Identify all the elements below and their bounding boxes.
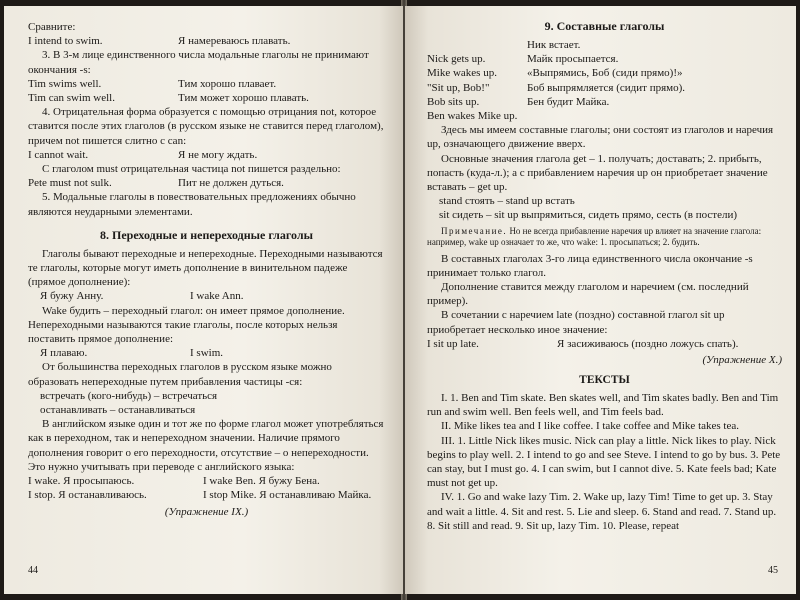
example-row	[28, 34, 385, 48]
example-a: I stop. Я останавливаюсь.	[28, 489, 147, 502]
example-ru: Я не могу ждать.	[178, 148, 258, 161]
example-line: sit сидеть – sit up выпрямиться, сидеть прямо, сесть (в постели)	[439, 209, 737, 222]
text-block: III. 1. Little Nick likes music. Nick can play a little. Nick likes to play. Nick begins to play well. 2. I intend to go and see Steve. I intend to go by bus. 3. Pete can stay, but I must go. 4. I can swim, but I cannot dive. 5. Kate feels bad; Kate must not get up.	[427, 434, 781, 490]
example-ru: «Выпрямись, Боб (сиди прямо)!»	[527, 67, 683, 80]
example-en	[427, 38, 527, 52]
paragraph-3: 3. В 3-м лице единственного числа модальные глаголы не принимают окончания -s:	[28, 49, 369, 76]
paragraph-8c: От большинства переходных глаголов в русском языке можно образовать непереходные путем прибавления частицы -ся:	[28, 361, 332, 388]
example-line: stand стоять – stand up встать	[439, 195, 575, 208]
paragraph-9e: В сочетании с наречием late (поздно) составной глагол sit up приобретает несколько иное значение:	[427, 309, 725, 336]
example-row	[427, 337, 782, 351]
example-en: I swim.	[190, 347, 223, 360]
example-en: I sit up late.	[427, 337, 479, 350]
example-row	[28, 176, 385, 190]
texts-heading: ТЕКСТЫ	[579, 374, 630, 387]
paragraph-8d: В английском языке один и тот же по форме глагол может употребляться как в переходном, так и непереходном значении. Наличие прямого дополнения говорит о его переходности, отсутствие – о непереходности. Это нужно учитывать при переводе с английского языка:	[28, 418, 384, 473]
example-ru: Пит не должен дуться.	[178, 177, 284, 190]
example-b: I wake Ben. Я бужу Бена.	[203, 475, 320, 488]
example-row	[28, 474, 385, 488]
example-row	[28, 91, 385, 105]
example-en: Mike wakes up.	[427, 67, 497, 80]
compare-intro: Сравните:	[28, 21, 76, 33]
example-ru: Бен будит Майка.	[527, 95, 610, 108]
example-row	[28, 488, 385, 502]
example-row	[427, 81, 782, 95]
exercise-reference: (Упражнение IX.)	[164, 505, 249, 518]
paragraph-9b: Основные значения глагола get – 1. получать; доставать; 2. прибыть, попасть (куда-л.); а с прибавлением наречия up он приобретает значение вставать – get up.	[427, 152, 768, 194]
section-heading-8: 8. Переходные и непереходные глаголы	[100, 227, 313, 242]
example-row	[427, 95, 782, 109]
example-en: Nick gets up.	[427, 53, 486, 66]
example-row	[427, 52, 782, 66]
section-heading-9: 9. Составные глаголы	[544, 19, 665, 33]
example-ru: Я засиживаюсь (поздно ложусь спать).	[557, 337, 739, 350]
example-ru: Тим может хорошо плавать.	[178, 92, 309, 105]
example-row	[28, 346, 385, 360]
paragraph-5: 5. Модальные глаголы в повествовательных предложениях обычно являются неударными элементами.	[28, 191, 356, 218]
paragraph-4b: С глаголом must отрицательная частица not пишется раздельно:	[42, 163, 341, 176]
example-ru: Майк просыпается.	[527, 53, 619, 66]
paragraph-9a: Здесь мы имеем составные глаголы; они состоят из глаголов и наречия up, означающего движение вверх.	[427, 124, 774, 151]
example-en: Tim can swim well.	[28, 92, 115, 105]
example-ru: Я бужу Анну.	[40, 290, 104, 303]
example-en: "Sit up, Bob!"	[427, 81, 490, 94]
example-line: встречать (кого-нибудь) – встречаться	[40, 389, 218, 402]
paragraph-4: 4. Отрицательная форма образуется с помощью отрицания not, которое ставится после этих глаголов (в русском языке не ставится перед глаголом), причем not пишется слитно с can:	[28, 106, 384, 147]
example-ru	[567, 109, 782, 123]
right-page	[405, 6, 796, 594]
paragraph-9c: В составных глаголах 3-го лица единственного числа окончание -s принимает только глагол.	[427, 252, 753, 279]
example-ru: Тим хорошо плавает.	[178, 77, 277, 90]
example-row	[28, 148, 385, 162]
note	[427, 226, 782, 249]
example-row	[427, 66, 782, 80]
example-en: I wake Ann.	[190, 290, 244, 303]
example-a: I wake. Я просыпаюсь.	[28, 475, 135, 488]
exercise-reference: (Упражнение X.)	[702, 354, 782, 367]
example-en: I cannot wait.	[28, 148, 89, 161]
example-b: I stop Mike. Я останавливаю Майка.	[203, 489, 372, 502]
example-en: Ben wakes Mike up.	[427, 110, 518, 123]
paragraph-8b: Wake будить – переходный глагол: он имеет прямое дополнение. Непереходными называются такие глаголы, после которых нельзя поставить прямое дополнение:	[28, 304, 345, 346]
example-en: I intend to swim.	[28, 35, 103, 48]
example-ru: Я плаваю.	[40, 347, 88, 360]
example-row	[427, 38, 782, 52]
left-page	[4, 6, 403, 594]
paragraph-8a: Глаголы бывают переходные и непереходные. Переходными называются те глаголы, которые могут иметь дополнение в винительном падеже (прямое дополнение):	[28, 247, 383, 289]
text-block: I. 1. Ben and Tim skate. Ben skates well, and Tim skates badly. Ben and Tim run and swim well. Ben feels well, and Tim feels bad.	[427, 392, 779, 419]
note-text: Но не всегда прибавление наречия up влияет на значение глагола: например, wake up означает то же, что wake: 1. просыпаться; 2. будить.	[427, 225, 762, 248]
example-line: останавливать – останавливаться	[40, 404, 196, 417]
example-row	[427, 109, 782, 123]
example-ru: Ник встает.	[527, 39, 581, 51]
text-block: II. Mike likes tea and I like coffee. I take coffee and Mike takes tea.	[441, 420, 739, 433]
text-block: IV. 1. Go and wake lazy Tim. 2. Wake up, lazy Tim! Time to get up. 3. Stay and wait a little. 4. Sit and rest. 5. Lie and sleep. 6. Stand and read. 7. Stand up. 8. Sit still and read. 9. Sit up, lazy Tim. 10. Please, repeat	[427, 491, 777, 532]
example-en: Tim swims well.	[28, 77, 102, 90]
page-number: 45	[768, 565, 778, 576]
example-row	[28, 77, 385, 91]
example-en: Pete must not sulk.	[28, 177, 112, 190]
note-label: Примечание.	[441, 225, 508, 236]
paragraph-9d: Дополнение ставится между глаголом и наречием (см. последний пример).	[427, 281, 749, 308]
example-en: Bob sits up.	[427, 95, 480, 108]
example-ru: Боб выпрямляется (сидит прямо).	[527, 81, 686, 94]
example-row	[28, 289, 385, 303]
page-number: 44	[28, 565, 38, 576]
example-ru: Я намереваюсь плавать.	[178, 35, 291, 48]
